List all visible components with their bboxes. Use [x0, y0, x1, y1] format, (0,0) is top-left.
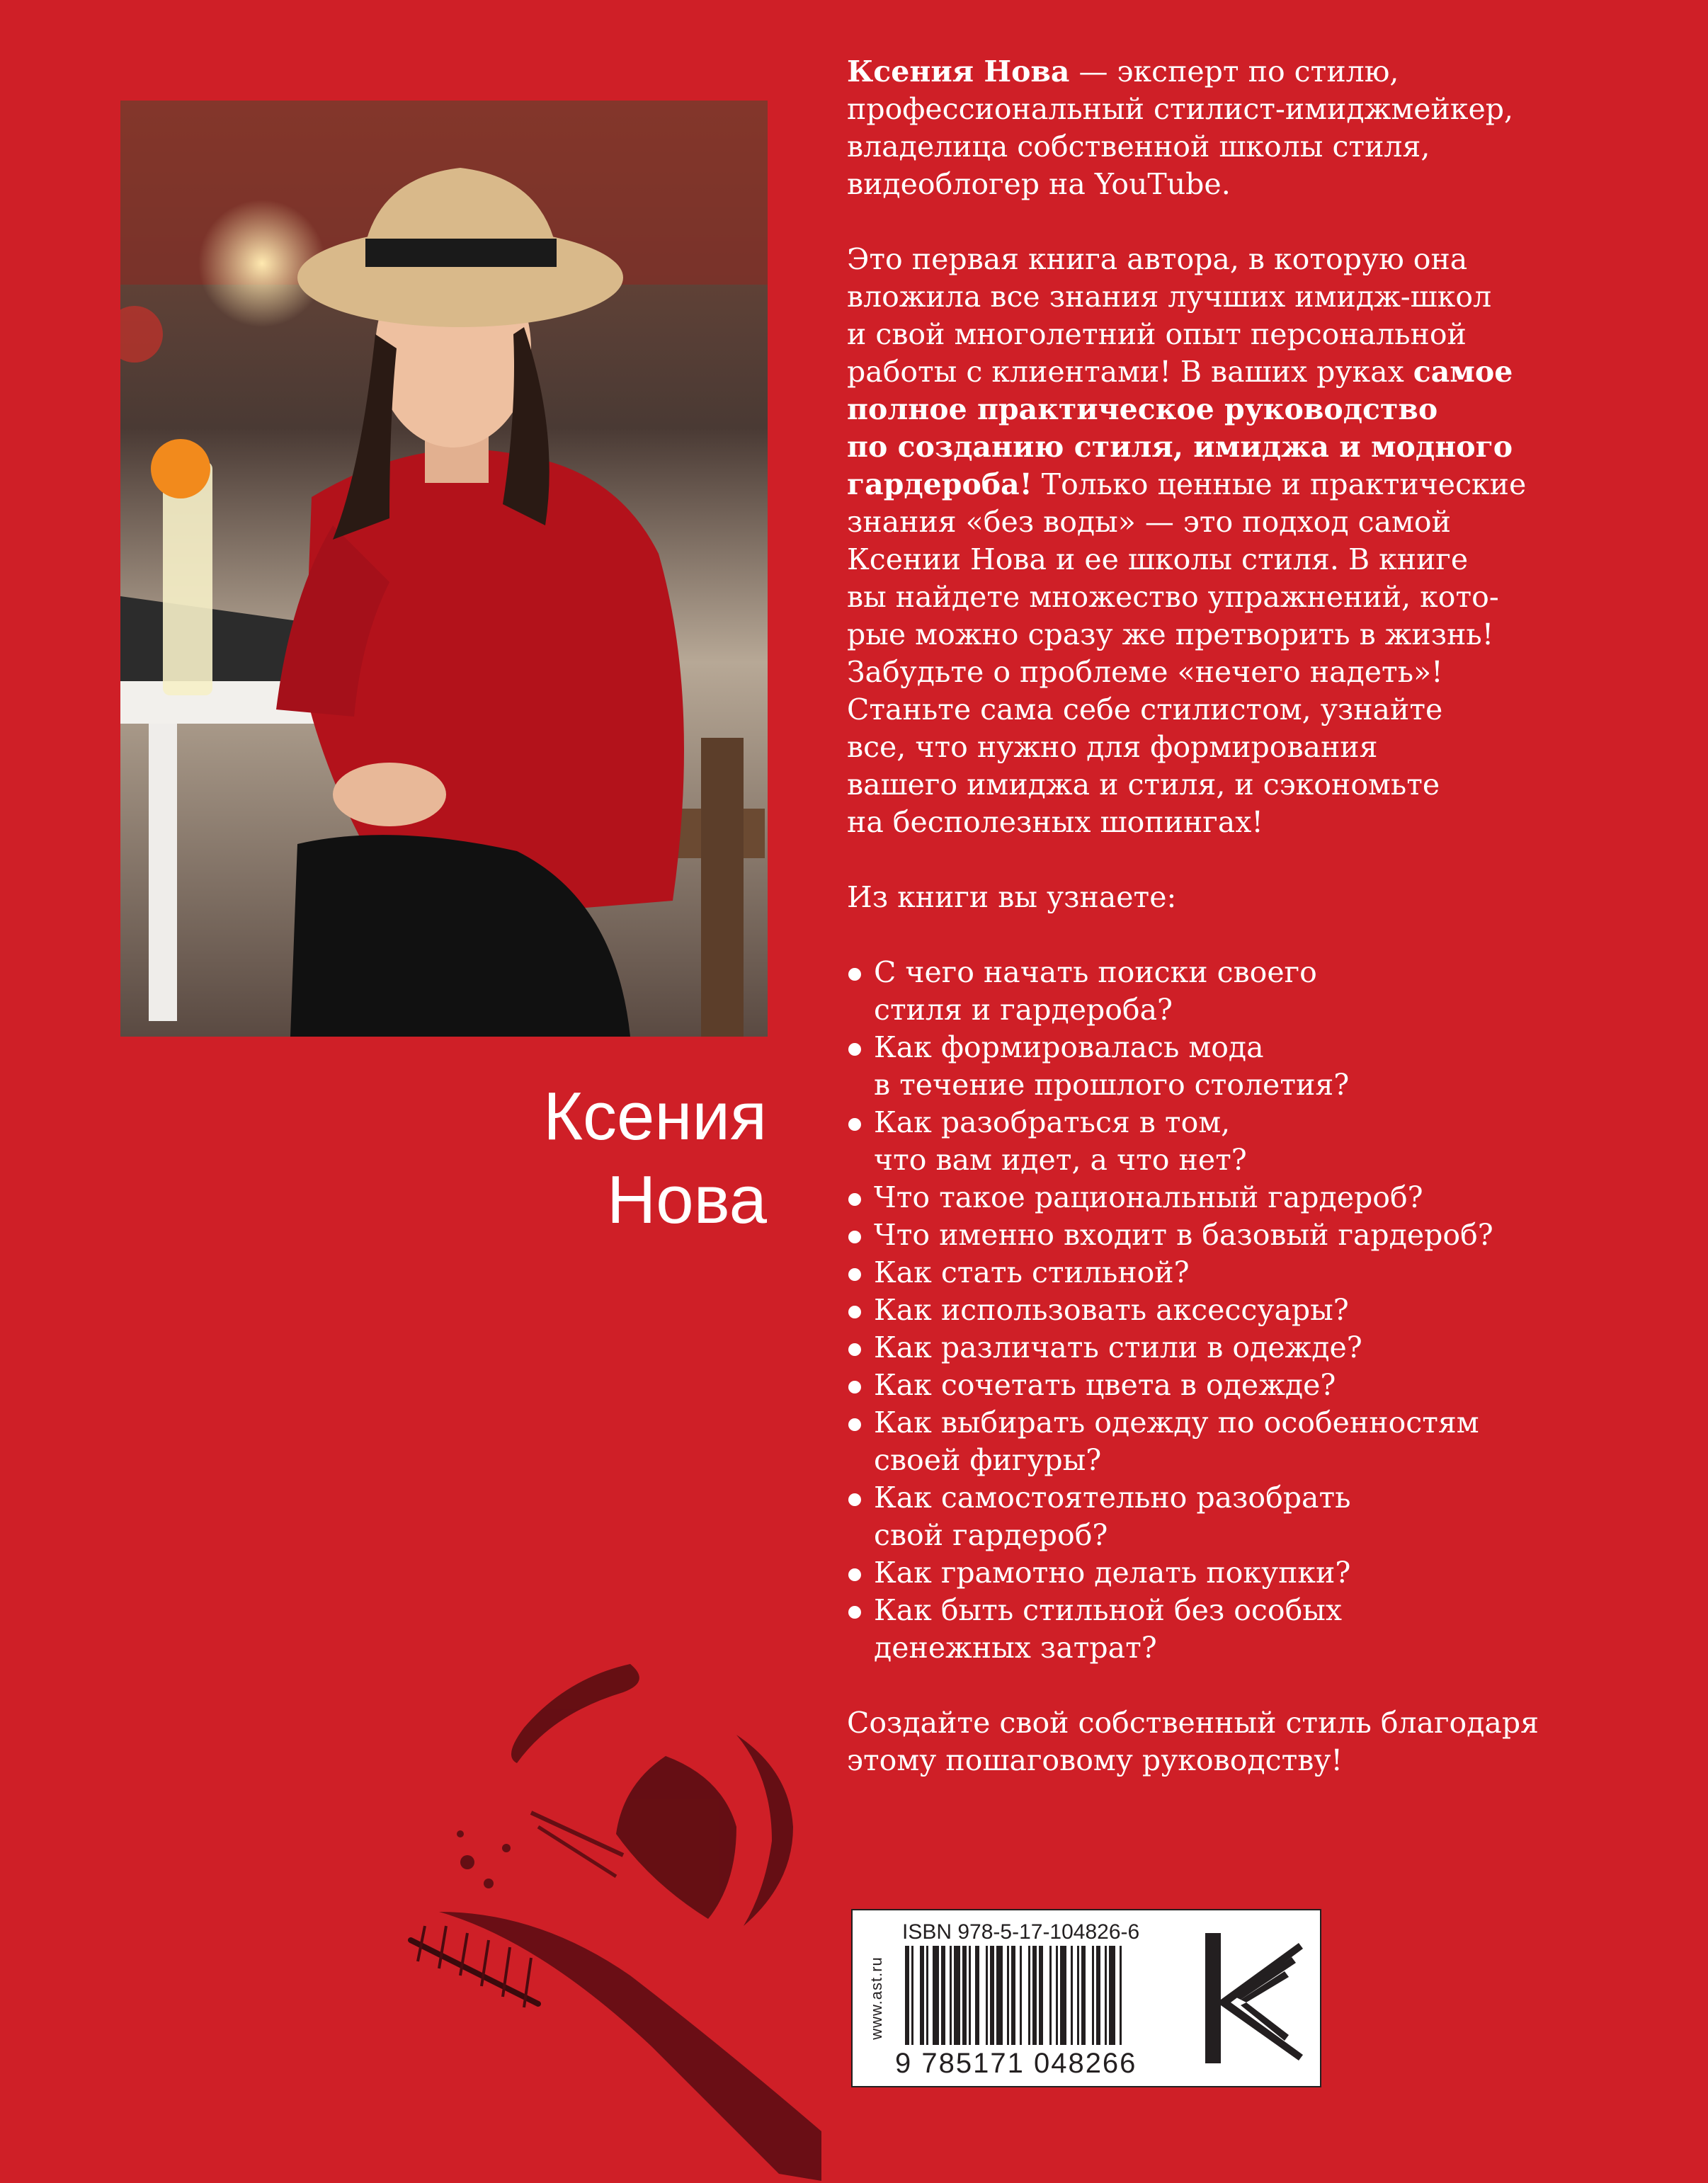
- list-item-line: Как выбирать одежду по особенностям: [874, 1406, 1479, 1440]
- barcode-bar: [990, 1946, 994, 2045]
- description-bold: полное практическое руководство: [847, 392, 1438, 426]
- list-item-line: С чего начать поиски своего: [874, 955, 1317, 989]
- barcode-bar: [1032, 1946, 1037, 2045]
- description-line: работы с клиентами! В ваших руках: [847, 355, 1413, 389]
- description-line: Ксении Нова и ее школы стиля. В книге: [847, 542, 1469, 576]
- mascara-brush-icon: [397, 1883, 821, 2181]
- learn-list: [847, 954, 1598, 1667]
- barcode-bar: [1011, 1946, 1015, 2045]
- list-item-line: Как быть стильной без особых: [874, 1593, 1343, 1627]
- list-item-line: денежных затрат?: [874, 1631, 1157, 1665]
- list-item-line: Как грамотно делать покупки?: [874, 1556, 1351, 1590]
- barcode-bar: [1077, 1946, 1079, 2045]
- barcode-bar: [1105, 1946, 1107, 2045]
- barcode-bar: [920, 1946, 924, 2045]
- list-item: [847, 1329, 1598, 1367]
- barcode-bar: [1092, 1946, 1094, 2045]
- closing-line: Создайте свой собственный стиль благодаря: [847, 1706, 1539, 1740]
- barcode-bar: [911, 1946, 913, 2045]
- author-photo-illustration: [120, 101, 768, 1037]
- description-line: вашего имиджа и стиля, и сэкономьте: [847, 768, 1440, 802]
- description-bold: самое: [1413, 355, 1513, 389]
- author-bio: [847, 53, 1598, 203]
- barcode-bar: [1028, 1946, 1030, 2045]
- book-description: [847, 241, 1598, 841]
- barcode-bar: [996, 1946, 1003, 2045]
- barcode-bar: [950, 1946, 952, 2045]
- description-line: знания «без воды» — это подход самой: [847, 505, 1451, 539]
- list-item: [847, 1029, 1598, 1104]
- bio-line: владелица собственной школы стиля,: [847, 130, 1430, 164]
- barcode-bar: [1120, 1946, 1122, 2045]
- barcode-bar: [1056, 1946, 1058, 2045]
- annotation-text: [847, 53, 1598, 1779]
- barcode-bar: [1007, 1946, 1009, 2045]
- barcode-number: 9 785171 048266: [895, 2048, 1137, 2079]
- author-name: [543, 1075, 767, 1242]
- barcode-bar: [986, 1946, 988, 2045]
- list-item-line: в течение прошлого столетия?: [874, 1068, 1350, 1102]
- author-last-name: Нова: [606, 1162, 767, 1238]
- barcode-panel: [851, 1909, 1321, 2087]
- list-item: [847, 1479, 1598, 1554]
- author-photo: [120, 101, 768, 1037]
- barcode-bar: [941, 1946, 945, 2045]
- barcode-bar: [962, 1946, 967, 2045]
- bio-line: профессиональный стилист-имиджмейкер,: [847, 92, 1513, 126]
- barcode-bar: [1096, 1946, 1100, 2045]
- list-item: [847, 1592, 1598, 1667]
- list-item: [847, 1104, 1598, 1179]
- list-item-line: свой гардероб?: [874, 1518, 1108, 1552]
- description-line: вложила все знания лучших имидж-школ: [847, 280, 1492, 314]
- description-line: Только ценные и практические: [1032, 467, 1527, 501]
- bio-author-name: Ксения Нова: [847, 55, 1070, 89]
- barcode-bar: [1039, 1946, 1043, 2045]
- list-item-line: Что такое рациональный гардероб?: [874, 1180, 1423, 1214]
- list-item-line: Как самостоятельно разобрать: [874, 1481, 1351, 1515]
- list-item: [847, 1179, 1598, 1216]
- barcode-bar: [975, 1946, 979, 2045]
- closing-text: [847, 1704, 1598, 1779]
- barcode-bar: [1081, 1946, 1086, 2045]
- list-item-line: что вам идет, а что нет?: [874, 1143, 1247, 1177]
- list-item: [847, 1404, 1598, 1479]
- list-item: [847, 1254, 1598, 1292]
- barcode-bar: [954, 1946, 960, 2045]
- list-item: [847, 1292, 1598, 1329]
- author-first-name: Ксения: [543, 1078, 767, 1154]
- barcode-bar: [1020, 1946, 1022, 2045]
- description-line: Это первая книга автора, в которую она: [847, 242, 1468, 276]
- list-item-line: Как различать стили в одежде?: [874, 1330, 1362, 1364]
- isbn-text: ISBN 978-5-17-104826-6: [902, 1920, 1140, 1944]
- description-line: Станьте сама себе стилистом, узнайте: [847, 692, 1443, 726]
- description-line: вы найдете множество упражнений, кото-: [847, 580, 1499, 614]
- learn-title: Из книги вы узнаете:: [847, 880, 1177, 914]
- list-item: [847, 954, 1598, 1029]
- barcode: [902, 1946, 1185, 2045]
- description-line: рые можно сразу же претворить в жизнь!: [847, 617, 1494, 651]
- website-text: www.ast.ru: [867, 1956, 885, 2040]
- publisher-logo-icon: [1200, 1929, 1306, 2068]
- barcode-bar: [1060, 1946, 1066, 2045]
- barcode-bar: [1049, 1946, 1052, 2045]
- barcode-bar: [933, 1946, 939, 2045]
- description-line: Забудьте о проблеме «нечего надеть»!: [847, 655, 1443, 689]
- list-item-line: Как сочетать цвета в одежде?: [874, 1368, 1336, 1402]
- barcode-bar: [926, 1946, 928, 2045]
- list-item: [847, 1554, 1598, 1592]
- list-item-line: стиля и гардероба?: [874, 993, 1173, 1027]
- list-item: [847, 1367, 1598, 1404]
- description-line: и свой многолетний опыт персональной: [847, 317, 1467, 351]
- list-item-line: Что именно входит в базовый гардероб?: [874, 1218, 1493, 1252]
- description-line: на бесполезных шопингах!: [847, 805, 1263, 839]
- list-item-line: Как разобраться в том,: [874, 1105, 1231, 1139]
- bio-line: — эксперт по стилю,: [1069, 55, 1399, 89]
- barcode-bar: [969, 1946, 971, 2045]
- list-item-line: своей фигуры?: [874, 1443, 1102, 1477]
- list-item-line: Как формировалась мода: [874, 1030, 1264, 1064]
- bio-line: видеоблогер на YouTube.: [847, 167, 1231, 201]
- barcode-bar: [1071, 1946, 1073, 2045]
- description-bold: по созданию стиля, имиджа и модного: [847, 430, 1513, 464]
- barcode-bar: [905, 1946, 909, 2045]
- closing-line: этому пошаговому руководству!: [847, 1743, 1343, 1777]
- description-line: все, что нужно для формирования: [847, 730, 1378, 764]
- list-item-line: Как использовать аксессуары?: [874, 1293, 1349, 1327]
- publisher-website: [862, 1915, 891, 2082]
- list-item-line: Как стать стильной?: [874, 1255, 1190, 1289]
- list-item: [847, 1216, 1598, 1254]
- description-bold: гардероба!: [847, 467, 1032, 501]
- barcode-bar: [1109, 1946, 1115, 2045]
